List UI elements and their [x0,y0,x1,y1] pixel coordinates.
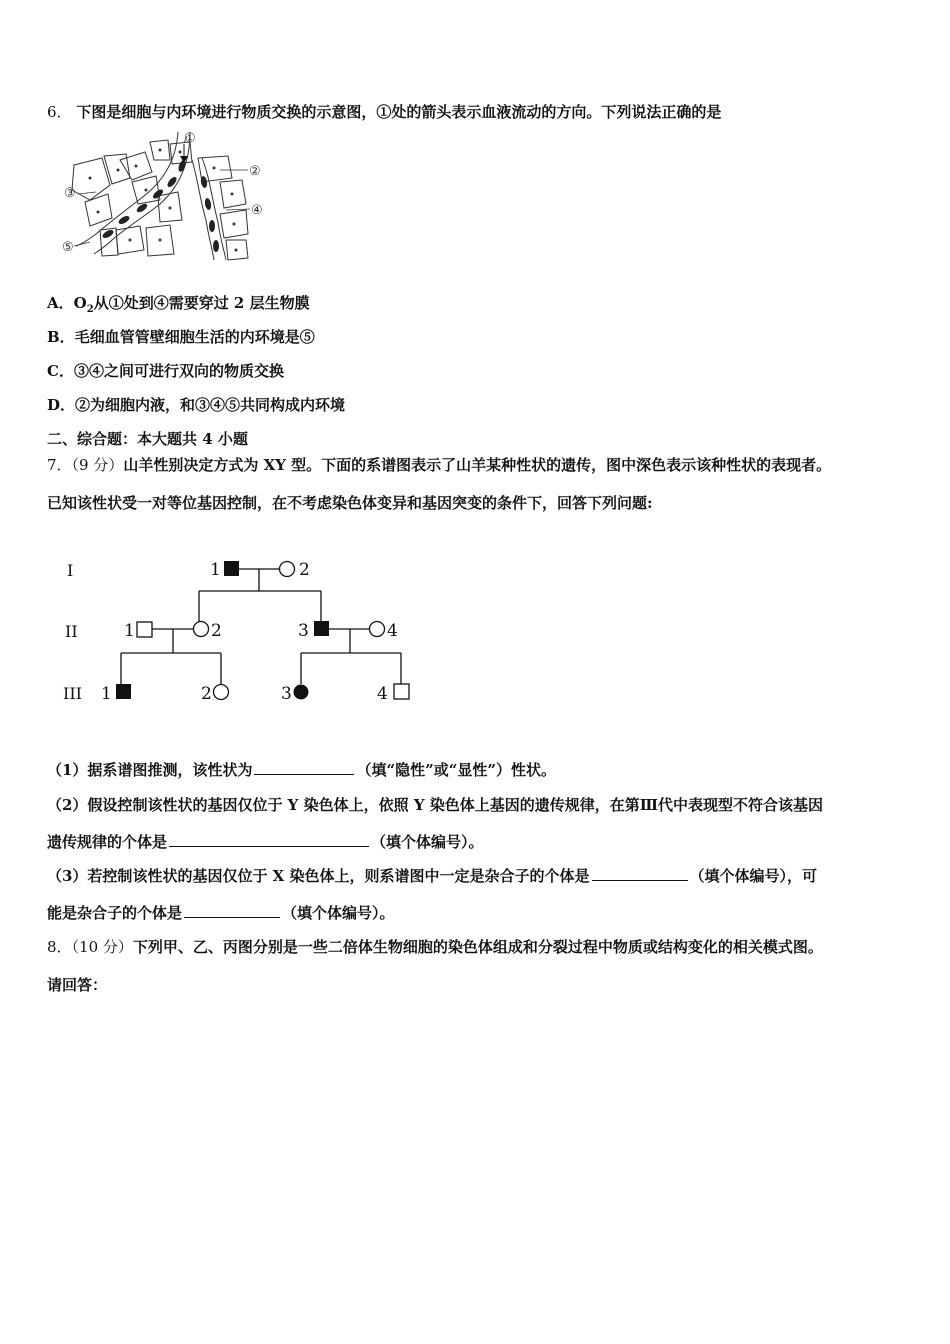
diagram-label-3: ③ [64,186,76,201]
q7-stem-line2: 已知该性状受一对等位基因控制，在不考虑染色体变异和基因突变的条件下，回答下列问题: [47,494,653,512]
q7-sub2-line1: （2）假设控制该性状的基因仅位于 Y 染色体上，依照 Y 染色体上基因的遗传规律，在第Ⅲ代中表现型不符合该基因 [47,796,824,814]
individual-II4-female [370,622,385,637]
option-letter: B． [47,328,75,346]
q7-stem-line1: 7．（9 分）山羊性别决定方式为 XY 型。下面的系谱图表示了山羊某种性状的遗传，图中深色表示该种性状的表现者。 [47,456,832,474]
id-II2: 2 [211,621,222,641]
q6-option-a: A．$O_2$从①处到④需要穿过 2 层生物膜 [47,294,310,315]
individual-II1-male [137,622,152,637]
answer-blank[interactable] [592,866,688,881]
q7-sub3-line2: 能是杂合子的个体是 （填个体编号）。 [47,904,395,922]
q8-stem-line1: 8．（10 分）下列甲、乙、丙图分别是一些二倍体生物细胞的染色体组成和分裂过程中物质或结构变化的相关模式图。 [47,938,823,956]
q7-sub3-line1: （3）若控制该性状的基因仅位于 X 染色体上，则系谱图中一定是杂合子的个体是 （填个体编号），可 [47,867,818,885]
capillary-wall [192,160,214,260]
section-title: 二、综合题：本大题共 4 小题 [47,430,248,448]
generation-label-I: I [67,561,74,580]
q6-option-c: C．③④之间可进行双向的物质交换 [47,362,284,380]
id-III1: 1 [101,684,112,704]
option-letter: C． [47,362,74,380]
diagram-label-2: ② [249,164,261,179]
q7-number: 7． [47,456,72,474]
q6-stem [47,102,721,122]
individual-I1-affected-male [224,561,239,576]
capillary-wall [76,132,178,246]
id-II4: 4 [387,621,398,641]
individual-III1-affected-male [116,684,131,699]
generation-label-II: II [65,622,78,641]
id-II1: 1 [124,621,135,641]
option-letter: A． [47,294,74,312]
pedigree-chart [55,548,425,713]
q6-number: 6． [47,103,72,121]
id-I1: 1 [210,560,221,580]
q7-sub2-line2: 遗传规律的个体是 （填个体编号）。 [47,833,484,851]
cell-environment-diagram [60,130,275,262]
tissue-cell [85,194,112,226]
answer-blank[interactable] [254,760,354,775]
id-III2: 2 [201,684,212,704]
id-I2: 2 [299,560,310,580]
q7-sub1: （1）据系谱图推测，该性状为 （填“隐性”或“显性”）性状。 [47,761,556,779]
individual-I2-female [280,562,295,577]
individual-II2-female [194,622,209,637]
individual-III2-female [214,685,229,700]
answer-blank[interactable] [184,903,280,918]
diagram-label-5: ⑤ [62,240,74,255]
q8-number: 8． [47,938,72,956]
diagram-label-4: ④ [251,203,263,218]
generation-label-III: III [63,684,82,703]
q8-stem-line2: 请回答： [47,976,108,994]
individual-II3-affected-male [314,621,329,636]
q6-option-b: B．毛细血管管壁细胞生活的内环境是⑤ [47,328,315,346]
option-letter: D． [47,396,76,414]
individual-III3-affected-female [294,685,309,700]
id-II3: 3 [298,621,309,641]
q8-score: （10 分） [71,938,133,956]
q7-score: （9 分） [71,456,124,474]
q6-stem-text: 下图是细胞与内环境进行物质交换的示意图，①处的箭头表示血液流动的方向。下列说法正确的是 [76,103,722,121]
diagram-label-1: ① [184,131,196,146]
id-III4: 4 [377,684,388,704]
id-III3: 3 [281,684,292,704]
q6-option-d: D．②为细胞内液，和③④⑤共同构成内环境 [47,396,346,414]
individual-III4-male [394,684,409,699]
answer-blank[interactable] [169,832,369,847]
